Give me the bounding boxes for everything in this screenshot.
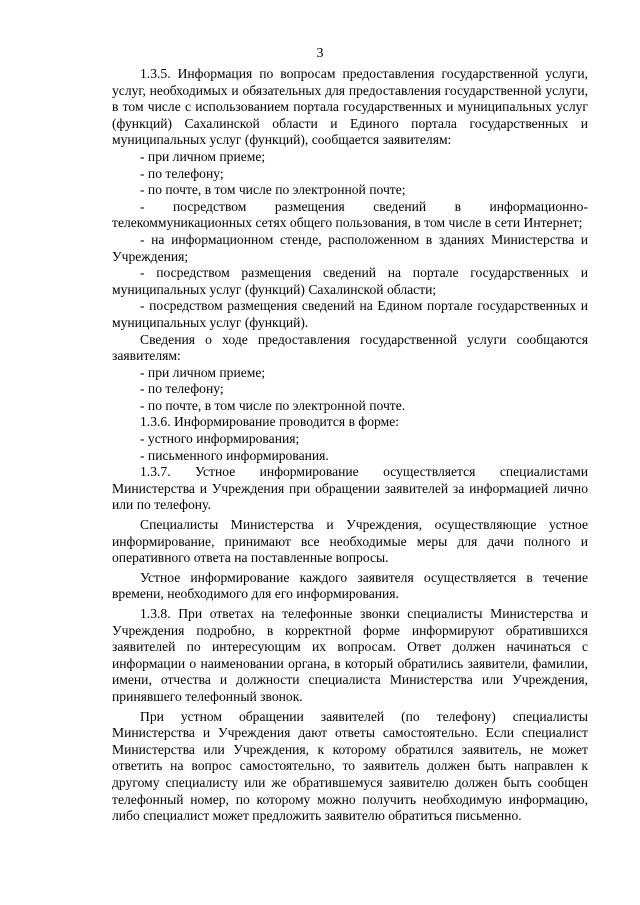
document-body xyxy=(112,66,588,825)
paragraph: 1.3.8. При ответах на телефонные звонки специалисты Министерства и Учреждения подробно, в корректной форме информируют обратившихся заявителей по интересующим их вопросам. Ответ должен начинаться с информации о наименовании органа, в который обратились заявители, фамилии, имени, отчества и должности специалиста Министерства или Учреждения, принявшего телефонный звонок. xyxy=(112,606,588,704)
paragraph: - при личном приеме; xyxy=(140,148,266,164)
paragraph: 1.3.7. Устное информирование осуществляется специалистами Министерства и Учреждения при обращении заявителей за информацией лично или по телефону. xyxy=(112,464,588,513)
paragraph: Специалисты Министерства и Учреждения, осуществляющие устное информирование, принимают все необходимые меры для дачи полного и оперативного ответа на поставленные вопросы. xyxy=(112,517,588,566)
paragraph: Сведения о ходе предоставления государственной услуги сообщаются заявителям: xyxy=(112,331,588,364)
paragraph: - по почте, в том числе по электронной почте; xyxy=(140,182,406,198)
paragraph: При устном обращении заявителей (по телефону) специалисты Министерства и Учреждения дают ответы самостоятельно. Если специалист Министерства или Учреждения, к которому обратился заявитель, не может ответить на вопрос самостоятельно, то заявитель должен быть направлен к другому специалисту или же обратившемуся заявителю должен быть сообщен телефонный номер, по которому можно получить необходимую информацию, либо специалист может предложить заявителю обратиться письменно. xyxy=(112,708,588,824)
paragraph: - на информационном стенде, расположенном в зданиях Министерства и Учреждения; xyxy=(112,231,588,264)
paragraph: - устного информирования; xyxy=(140,431,300,447)
paragraph: 1.3.6. Информирование проводится в форме: xyxy=(140,414,400,430)
paragraph: - посредством размещения сведений на Едином портале государственных и муниципальных услуг (функций). xyxy=(112,298,588,330)
paragraph: - по почте, в том числе по электронной почте. xyxy=(140,397,406,413)
paragraph: 1.3.5. Информация по вопросам предоставления государственной услуги, услуг, необходимых и обязательных для предоставления государственной услуги, в том числе с использованием портала государственных и муниципальных услуг (функций) Сахалинской области и Единого портала государственных и муниципальных услуг (функций), сообщается заявителям: xyxy=(112,66,588,148)
paragraph: - посредством размещения сведений в информационно-телекоммуникационных сетях общего пользования, в том числе в сети Интернет; xyxy=(112,198,588,231)
paragraph: - при личном приеме; xyxy=(140,364,266,380)
paragraph: - письменного информирования. xyxy=(140,447,329,463)
paragraph: - по телефону; xyxy=(140,165,224,181)
paragraph: - посредством размещения сведений на портале государственных и муниципальных услуг (функций) Сахалинской области; xyxy=(112,265,588,297)
paragraph: Устное информирование каждого заявителя осуществляется в течение времени, необходимого для его информирования. xyxy=(112,569,588,602)
page-number: 3 xyxy=(316,46,324,61)
paragraph: - по телефону; xyxy=(140,381,224,397)
